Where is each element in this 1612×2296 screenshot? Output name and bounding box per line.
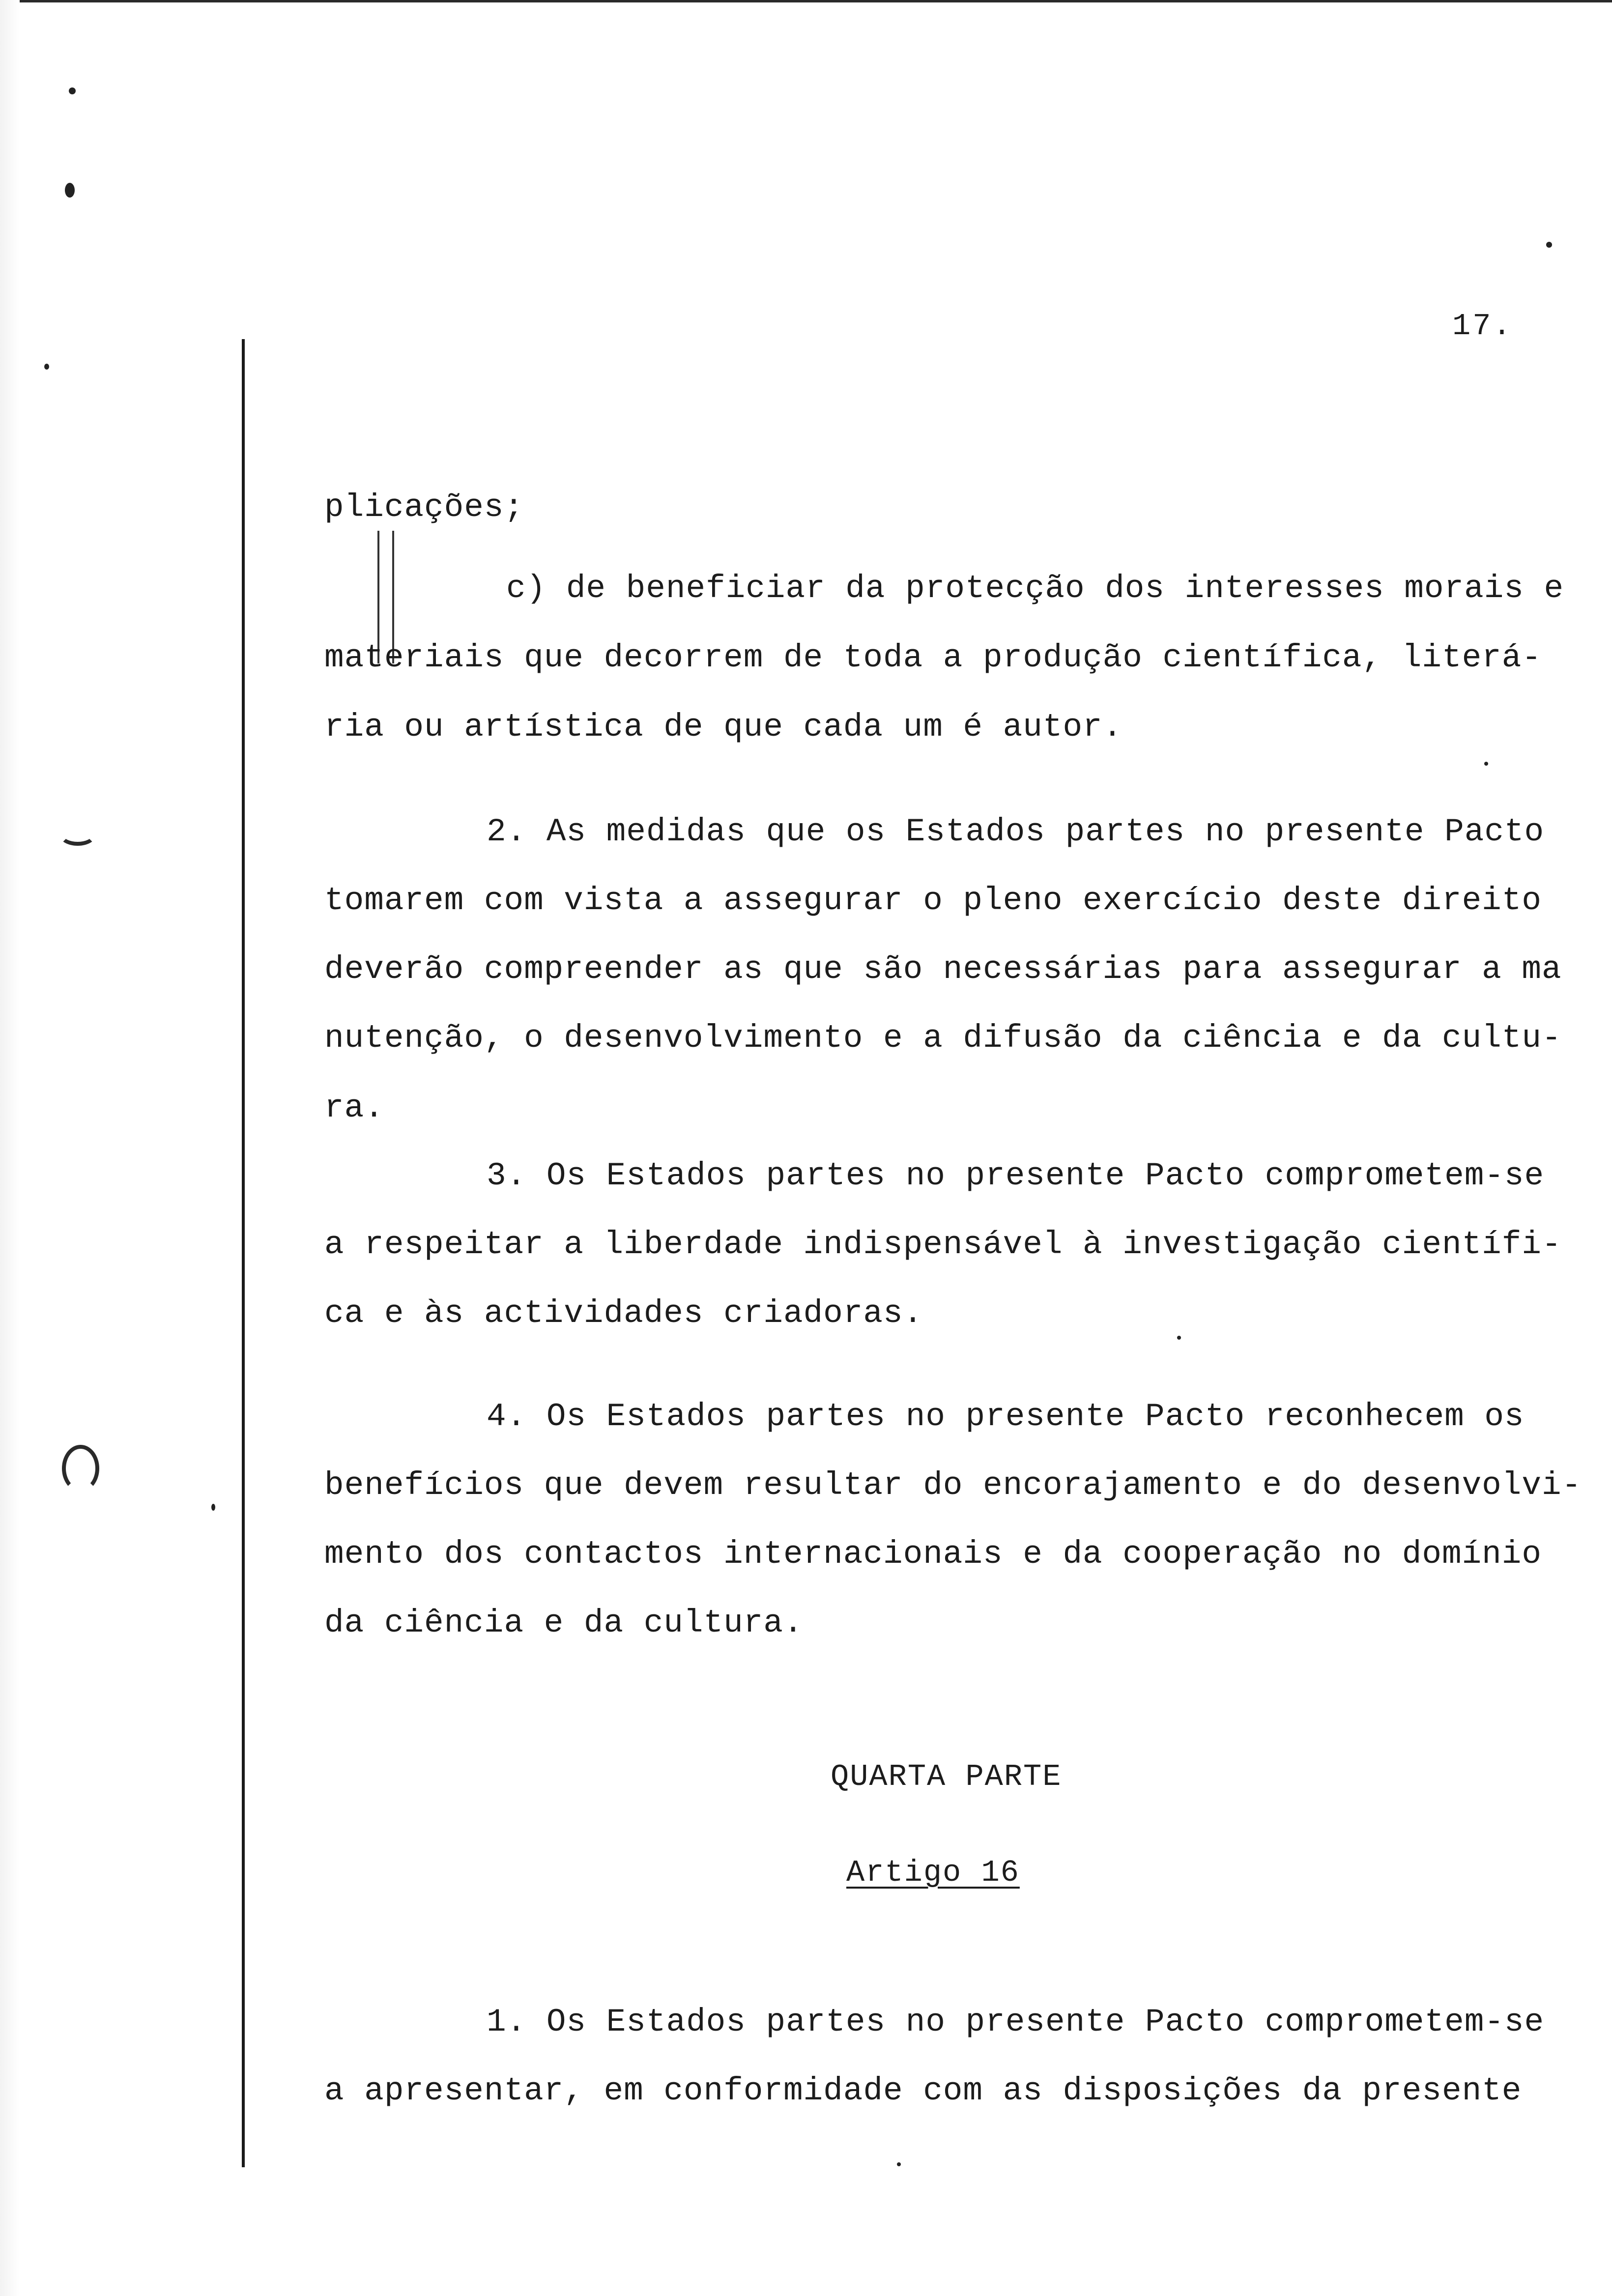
ink-speck (65, 183, 75, 198)
body-line: plicações; (324, 489, 524, 526)
ink-speck (1546, 242, 1552, 248)
page-top-edge (0, 0, 1612, 2)
body-line: 1. Os Estados partes no presente Pacto comprometem-se (487, 2004, 1545, 2040)
body-line: c) de beneficiar da protecção dos interesses morais e (506, 570, 1564, 607)
ink-speck (897, 2162, 901, 2166)
part-title: QUARTA PARTE (831, 1759, 1062, 1794)
body-line: deverão compreender as que são necessárias para assegurar a ma (324, 951, 1562, 988)
body-line: ria ou artística de que cada um é autor. (324, 709, 1123, 746)
binder-shadow (0, 0, 20, 2296)
body-line: materiais que decorrem de toda a produção científica, literá- (324, 639, 1542, 676)
body-line: ca e às actividades criadoras. (324, 1295, 923, 1332)
ink-speck (44, 364, 49, 370)
body-line: tomarem com vista a assegurar o pleno exercício deste direito (324, 882, 1542, 919)
hole-punch-mark (59, 823, 96, 846)
body-line: da ciência e da cultura. (324, 1605, 804, 1641)
page-number: 17. (1452, 309, 1513, 344)
body-line: 3. Os Estados partes no presente Pacto comprometem-se (487, 1157, 1545, 1194)
body-line: 2. As medidas que os Estados partes no presente Pacto (487, 813, 1545, 850)
ink-speck (69, 87, 76, 94)
body-line: mento dos contactos internacionais e da cooperação no domínio (324, 1536, 1542, 1573)
body-line: ra. (324, 1090, 384, 1126)
body-line: a respeitar a liberdade indispensável à investigação científi- (324, 1226, 1562, 1263)
body-line: benefícios que devem resultar do encorajamento e do desenvolvi- (324, 1467, 1582, 1504)
ink-speck (211, 1504, 215, 1511)
body-line: 4. Os Estados partes no presente Pacto reconhecem os (487, 1398, 1525, 1435)
hole-punch-mark (62, 1445, 99, 1492)
left-margin-rule (242, 339, 245, 2167)
body-line: nutenção, o desenvolvimento e a difusão da ciência e da cultu- (324, 1020, 1562, 1057)
body-line: a apresentar, em conformidade com as disposições da presente (324, 2072, 1522, 2109)
ink-speck (1177, 1336, 1181, 1340)
article-title: Artigo 16 (846, 1855, 1020, 1890)
ink-speck (1484, 762, 1488, 766)
